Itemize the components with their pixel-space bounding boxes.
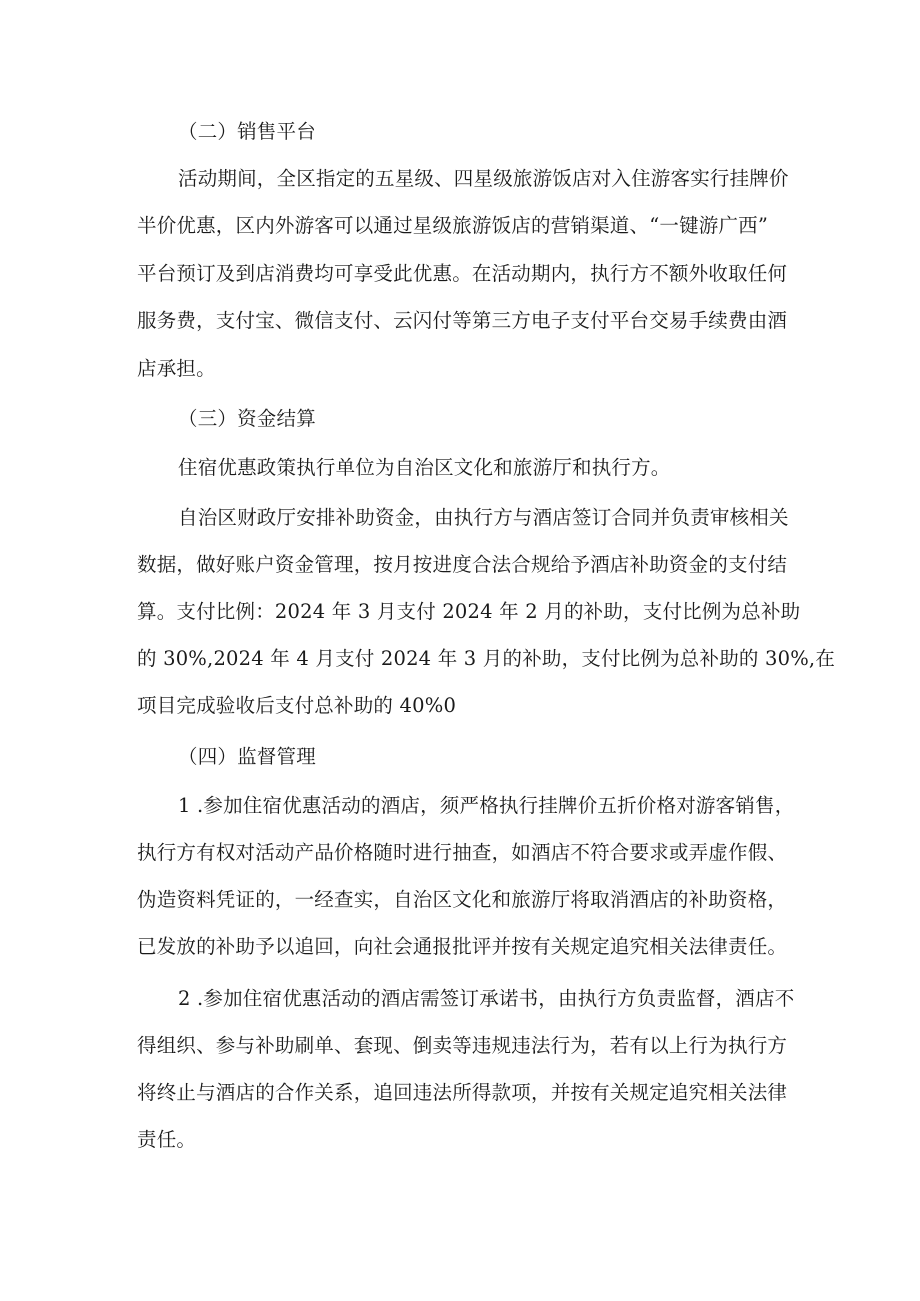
- section-3-paragraph-2-line: 的 30%,2024 年 4 月支付 2024 年 3 月的补助，支付比例为总补助的 30%,在: [137, 647, 836, 670]
- section-3-paragraph-2-line: 算。支付比例：2024 年 3 月支付 2024 年 2 月的补助，支付比例为总补助: [137, 600, 801, 623]
- section-4-item-1-line: 1 .参加住宿优惠活动的酒店，须严格执行挂牌价五折价格对游客销售，: [178, 794, 795, 817]
- section-3-paragraph-1: 住宿优惠政策执行单位为自治区文化和旅游厅和执行方。: [178, 456, 671, 479]
- section-3-paragraph-2-line: 项目完成验收后支付总补助的 40%0: [137, 694, 457, 717]
- section-4-item-1-line: 已发放的补助予以追回，向社会通报批评并按有关规定追究相关法律责任。: [137, 935, 788, 958]
- section-4-item-2-line: 2 .参加住宿优惠活动的酒店需签订承诺书，由执行方负责监督，酒店不: [178, 987, 795, 1010]
- section-4-item-1-line: 伪造资料凭证的，一经查实，自治区文化和旅游厅将取消酒店的补助资格，: [137, 888, 788, 911]
- section-3-paragraph-2-line: 自治区财政厅安排补助资金，由执行方与酒店签订合同并负责审核相关: [178, 506, 789, 529]
- section-2-paragraph-line: 活动期间，全区指定的五星级、四星级旅游饭店对入住游客实行挂牌价: [178, 167, 789, 190]
- section-4-heading: （四）监督管理: [178, 745, 316, 768]
- section-2-paragraph-line: 半价优惠，区内外游客可以通过星级旅游饭店的营销渠道、“一键游广西”: [137, 214, 769, 237]
- section-3-paragraph-2-line: 数据，做好账户资金管理，按月按进度合法合规给予酒店补助资金的支付结: [137, 553, 788, 576]
- section-4-item-2-line: 责任。: [137, 1128, 197, 1151]
- section-4-item-1-line: 执行方有权对活动产品价格随时进行抽查，如酒店不符合要求或弄虚作假、: [137, 841, 788, 864]
- section-2-heading: （二）销售平台: [178, 120, 316, 143]
- section-2-paragraph-line: 店承担。: [137, 357, 216, 380]
- section-3-heading: （三）资金结算: [178, 407, 316, 430]
- section-2-paragraph-line: 服务费，支付宝、微信支付、云闪付等第三方电子支付平台交易手续费由酒: [137, 309, 788, 332]
- section-4-item-2-line: 将终止与酒店的合作关系，追回违法所得款项，并按有关规定追究相关法律: [137, 1081, 788, 1104]
- section-2-paragraph-line: 平台预订及到店消费均可享受此优惠。在活动期内，执行方不额外收取任何: [137, 262, 788, 285]
- section-4-item-2-line: 得组织、参与补助刷单、套现、倒卖等违规违法行为，若有以上行为执行方: [137, 1034, 788, 1057]
